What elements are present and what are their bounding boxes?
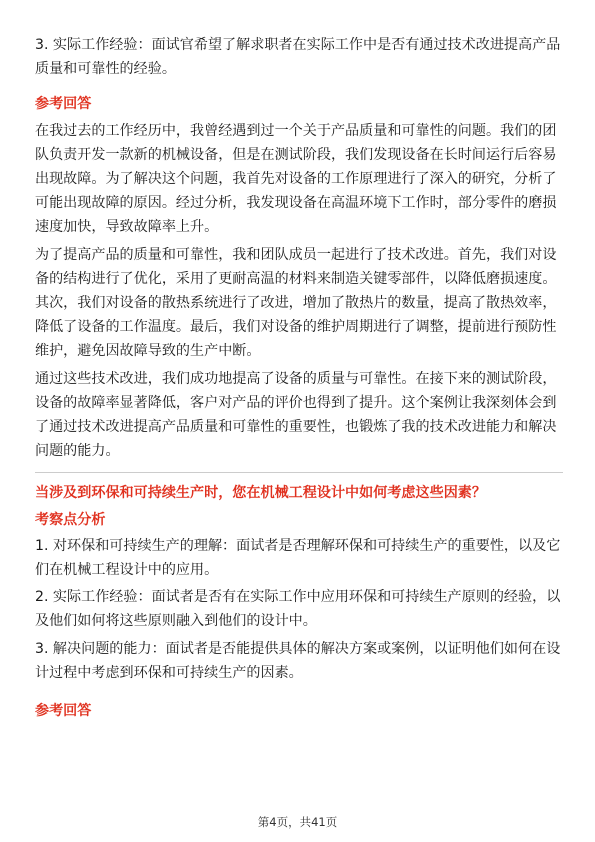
answer-paragraph-1: 在我过去的工作经历中，我曾经遇到过一个关于产品质量和可靠性的问题。我们的团队负责开发一款新的机械设备，但是在测试阶段，我们发现设备在长时间运行后容易出现故障。为了解决这个问题，我首先对设备的工作原理进行了深入的研究，分析了可能出现故障的原因。经过分析，我发现设备在高温环境下工作时，部分零件的磨损速度加快，导致故障率上升。	[35, 122, 557, 236]
answer-paragraph-3: 通过这些技术改进，我们成功地提高了设备的质量与可靠性。在接下来的测试阶段，设备的故障率显著降低，客户对产品的评价也得到了提升。这个案例让我深刻体会到了通过技术改进提高产品质量和可靠性的重要性，也锻炼了我的技术改进能力和解决问题的能力。	[35, 370, 557, 460]
analysis-item-1: 1. 对环保和可持续生产的理解：面试者是否理解环保和可持续生产的重要性，以及它们在机械工程设计中的应用。	[35, 537, 561, 579]
analysis-item-3b: 3. 解决问题的能力：面试者是否能提供具体的解决方案或案例，以证明他们如何在设计过程中考虑到环保和可持续生产的因素。	[35, 640, 561, 681]
reference-answer-heading-2: 参考回答	[35, 703, 92, 720]
analysis-item-2: 2. 实际工作经验：面试者是否有在实际工作中应用环保和可持续生产原则的经验，以及他们如何将这些原则融入到他们的设计中。	[35, 589, 561, 630]
analysis-heading: 考察点分析	[35, 511, 106, 528]
page-content	[35, 33, 563, 725]
reference-answer-heading: 参考回答	[35, 96, 92, 113]
answer-paragraph-2: 为了提高产品的质量和可靠性，我和团队成员一起进行了技术改进。首先，我们对设备的结构进行了优化，采用了更耐高温的材料来制造关键零部件，以降低磨损速度。其次，我们对设备的散热系统进行了改进，增加了散热片的数量，提高了散热效率，降低了设备的工作温度。最后，我们对设备的维护周期进行了调整，提前进行预防性维护，避免因故障导致的生产中断。	[35, 246, 557, 360]
section-divider	[35, 472, 563, 473]
page-number: 第4页，共41页	[257, 815, 338, 829]
question-title: 当涉及到环保和可持续生产时，您在机械工程设计中如何考虑这些因素？	[35, 485, 486, 502]
analysis-item-3: 3. 实际工作经验：面试官希望了解求职者在实际工作中是否有通过技术改进提高产品质量和可靠性的经验。	[35, 37, 561, 78]
